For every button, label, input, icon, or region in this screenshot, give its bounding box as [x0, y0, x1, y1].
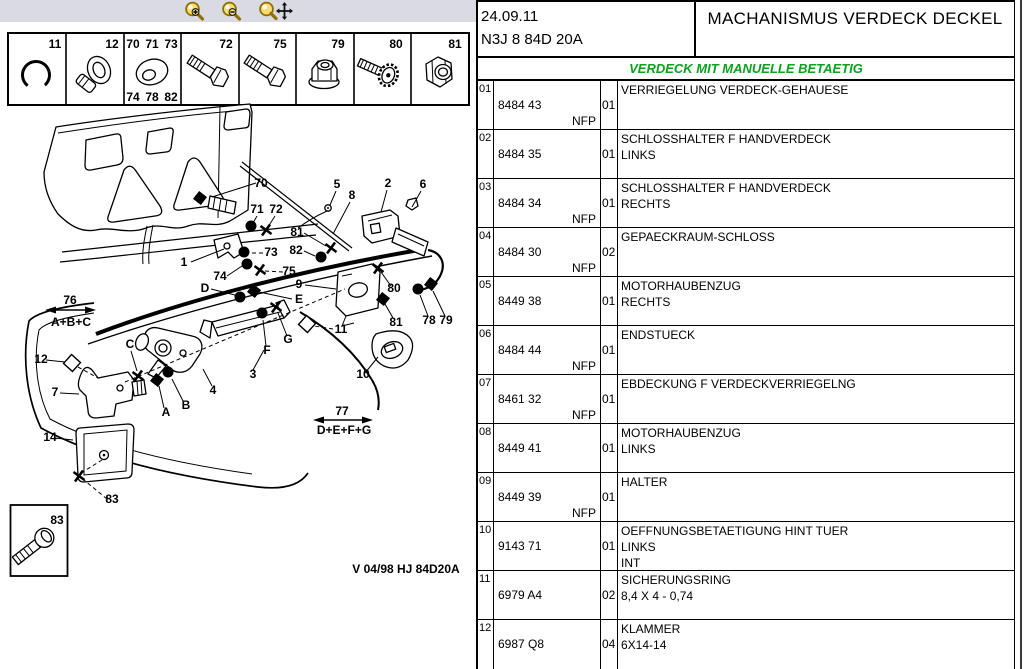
desc-line: ENDSTUECK: [621, 328, 696, 342]
part-number: 8484 43: [498, 98, 542, 112]
callout-8: 8: [348, 188, 356, 202]
callout-G: G: [283, 332, 293, 346]
nfp-flag: NFP: [572, 506, 596, 520]
callout-82: 82: [164, 90, 178, 104]
quantity: 01: [602, 441, 616, 455]
desc-cell: [618, 571, 1014, 619]
callout-B: B: [181, 398, 191, 412]
part-number-cell: [494, 179, 601, 227]
ref-cell: 11: [478, 571, 494, 619]
ref-cell: 01: [478, 81, 494, 129]
desc-line: SCHLOSSHALTER F HANDVERDECK: [621, 181, 831, 195]
callout-76: 76: [63, 293, 77, 307]
table-row[interactable]: [478, 130, 1014, 179]
part-number: 6979 A4: [498, 588, 543, 602]
part-number-cell: [494, 81, 601, 129]
desc-cell: [618, 620, 1014, 669]
quantity: 01: [602, 294, 616, 308]
callout-79: 79: [331, 37, 345, 51]
zoom-in-icon: [183, 0, 205, 22]
quantity: 02: [602, 588, 616, 602]
callout-1: 1: [180, 255, 188, 269]
callout-78: 78: [145, 90, 159, 104]
part-number-cell: [494, 571, 601, 619]
part-number: 8461 32: [498, 392, 542, 406]
part-number-cell: [494, 424, 601, 472]
desc-cell: [618, 179, 1014, 227]
ref-cell: 02: [478, 130, 494, 178]
parts-table: [478, 0, 1015, 669]
quantity: 01: [602, 392, 616, 406]
figure-code: N3J 8 84D 20A: [481, 31, 583, 48]
part-number-cell: [494, 375, 601, 423]
callout-73: 73: [164, 37, 178, 51]
desc-cell: [618, 424, 1014, 472]
qty-cell: [601, 522, 618, 570]
callout-81: 81: [389, 315, 403, 329]
part-number-cell: [494, 130, 601, 178]
catalog-date: 24.09.11: [481, 8, 539, 25]
ref-cell: 10: [478, 522, 494, 570]
callout-81: 81: [290, 225, 304, 239]
qty-cell: [601, 277, 618, 325]
window-edge: [1020, 0, 1022, 669]
table-row[interactable]: [478, 522, 1014, 571]
parts-list-pane: [478, 0, 1020, 669]
desc-line: INT: [621, 556, 641, 570]
desc-line: OEFFNUNGSBETAETIGUNG HINT TUER: [621, 524, 849, 538]
callout-C: C: [125, 337, 135, 351]
zoom-pan-button[interactable]: [257, 0, 293, 22]
table-row[interactable]: [478, 375, 1014, 424]
part-number: 8484 30: [498, 245, 542, 259]
nfp-flag: NFP: [572, 212, 596, 226]
desc-line: RECHTS: [621, 295, 671, 309]
callout-83: 83: [105, 492, 119, 506]
qty-cell: [601, 326, 618, 374]
callout-70: 70: [126, 37, 140, 51]
callout-V 04/98 HJ 84D20A: V 04/98 HJ 84D20A: [352, 562, 460, 576]
desc-line: VERRIEGELUNG VERDECK-GEHAUESE: [621, 83, 849, 97]
callout-80: 80: [387, 281, 401, 295]
callout-E: E: [294, 292, 304, 306]
quantity: 01: [602, 196, 616, 210]
qty-cell: [601, 179, 618, 227]
callout-73: 73: [264, 245, 278, 259]
callout-14: 14: [43, 430, 57, 444]
callout-12: 12: [34, 352, 48, 366]
callout-3: 3: [249, 367, 257, 381]
callout-78: 78: [422, 313, 436, 327]
page-title: MACHANISMUS VERDECK DECKEL: [694, 2, 1014, 56]
desc-line: RECHTS: [621, 197, 671, 211]
callout-5: 5: [333, 177, 341, 191]
table-row[interactable]: [478, 81, 1014, 130]
qty-cell: [601, 375, 618, 423]
table-row[interactable]: [478, 277, 1014, 326]
desc-cell: [618, 375, 1014, 423]
callout-82: 82: [289, 243, 303, 257]
desc-line: SICHERUNGSRING: [621, 573, 732, 587]
table-row[interactable]: [478, 424, 1014, 473]
desc-cell: [618, 326, 1014, 374]
desc-line: MOTORHAUBENZUG: [621, 279, 741, 293]
desc-cell: [618, 130, 1014, 178]
qty-cell: [601, 620, 618, 669]
callout-D+E+F+G: D+E+F+G: [316, 423, 372, 437]
callout-72: 72: [269, 202, 283, 216]
callout-72: 72: [219, 37, 233, 51]
variant-subtitle: VERDECK MIT MANUELLE BETAETIG: [478, 58, 1014, 81]
desc-line: MOTORHAUBENZUG: [621, 426, 741, 440]
callout-71: 71: [145, 37, 159, 51]
ref-cell: 07: [478, 375, 494, 423]
desc-line: LINKS: [621, 148, 656, 162]
callout-A: A: [161, 405, 171, 419]
ref-cell: 08: [478, 424, 494, 472]
part-number: 8484 34: [498, 196, 542, 210]
zoom-pan-icon: [257, 0, 293, 22]
quantity: 01: [602, 343, 616, 357]
callout-80: 80: [389, 37, 403, 51]
zoom-toolbar: [0, 0, 476, 22]
ref-cell: 12: [478, 620, 494, 669]
callout-74: 74: [213, 269, 227, 283]
part-number-cell: [494, 620, 601, 669]
callout-A+B+C: A+B+C: [50, 315, 92, 329]
quantity: 01: [602, 539, 616, 553]
quantity: 01: [602, 490, 616, 504]
quantity: 01: [602, 147, 616, 161]
parts-diagram: [0, 0, 476, 669]
callout-12: 12: [105, 37, 119, 51]
nfp-flag: NFP: [572, 408, 596, 422]
ref-cell: 03: [478, 179, 494, 227]
desc-line: HALTER: [621, 475, 668, 489]
ref-cell: 04: [478, 228, 494, 276]
desc-cell: [618, 277, 1014, 325]
part-number-cell: [494, 277, 601, 325]
part-number: 8484 44: [498, 343, 542, 357]
desc-line: 8,4 X 4 - 0,74: [621, 589, 694, 603]
callout-75: 75: [282, 264, 296, 278]
desc-line: LINKS: [621, 442, 656, 456]
callout-75: 75: [273, 37, 287, 51]
callout-D: D: [200, 281, 210, 295]
callout-77: 77: [335, 404, 349, 418]
callout-11: 11: [48, 37, 62, 51]
part-number-cell: [494, 473, 601, 521]
desc-cell: [618, 81, 1014, 129]
ref-cell: 06: [478, 326, 494, 374]
desc-line: 6X14-14: [621, 638, 667, 652]
desc-cell: [618, 228, 1014, 276]
ref-cell: 05: [478, 277, 494, 325]
desc-cell: [618, 473, 1014, 521]
desc-line: GEPAECKRAUM-SCHLOSS: [621, 230, 775, 244]
qty-cell: [601, 424, 618, 472]
callout-F: F: [263, 343, 271, 357]
table-row[interactable]: [478, 228, 1014, 277]
quantity: 02: [602, 245, 616, 259]
desc-line: SCHLOSSHALTER F HANDVERDECK: [621, 132, 831, 146]
part-number: 8484 35: [498, 147, 542, 161]
part-number: 8449 39: [498, 490, 542, 504]
part-number-cell: [494, 522, 601, 570]
table-row[interactable]: [478, 571, 1014, 620]
qty-cell: [601, 571, 618, 619]
table-row[interactable]: [478, 326, 1014, 375]
desc-line: KLAMMER: [621, 622, 681, 636]
exploded-drawing: [9, 104, 445, 576]
part-number-cell: [494, 228, 601, 276]
callout-10: 10: [356, 367, 370, 381]
callout-11: 11: [334, 322, 348, 336]
callout-6: 6: [419, 177, 427, 191]
callout-70: 70: [254, 176, 268, 190]
zoom-out-button[interactable]: [220, 0, 242, 22]
callout-4: 4: [209, 383, 217, 397]
desc-line: EBDECKUNG F VERDECKVERRIEGELNG: [621, 377, 856, 391]
qty-cell: [601, 473, 618, 521]
table-row[interactable]: [478, 620, 1014, 669]
callout-7: 7: [51, 385, 59, 399]
part-number: 8449 38: [498, 294, 542, 308]
qty-cell: [601, 81, 618, 129]
desc-line: LINKS: [621, 540, 656, 554]
qty-cell: [601, 228, 618, 276]
part-number: 9143 71: [498, 539, 542, 553]
callout-81: 81: [448, 37, 462, 51]
part-number: 6987 Q8: [498, 637, 545, 651]
callout-2: 2: [384, 176, 392, 190]
parts-rows: [478, 81, 1014, 669]
table-row[interactable]: [478, 179, 1014, 228]
table-header: [478, 2, 1014, 58]
part-number: 8449 41: [498, 441, 542, 455]
desc-cell: [618, 522, 1014, 570]
zoom-out-icon: [220, 0, 242, 22]
zoom-in-button[interactable]: [183, 0, 205, 22]
callout-71: 71: [250, 202, 264, 216]
part-number-cell: [494, 326, 601, 374]
nfp-flag: NFP: [572, 114, 596, 128]
qty-cell: [601, 130, 618, 178]
ref-cell: 09: [478, 473, 494, 521]
direction-arrow-76: [45, 307, 96, 314]
diagram-pane: [0, 0, 476, 669]
callout-74: 74: [126, 90, 140, 104]
quantity: 01: [602, 98, 616, 112]
callout-79: 79: [439, 313, 453, 327]
nfp-flag: NFP: [572, 261, 596, 275]
nfp-flag: NFP: [572, 359, 596, 373]
quantity: 04: [602, 637, 616, 651]
table-row[interactable]: [478, 473, 1014, 522]
header-meta: [478, 2, 694, 56]
callout-9: 9: [295, 277, 303, 291]
callout-83: 83: [50, 513, 64, 527]
